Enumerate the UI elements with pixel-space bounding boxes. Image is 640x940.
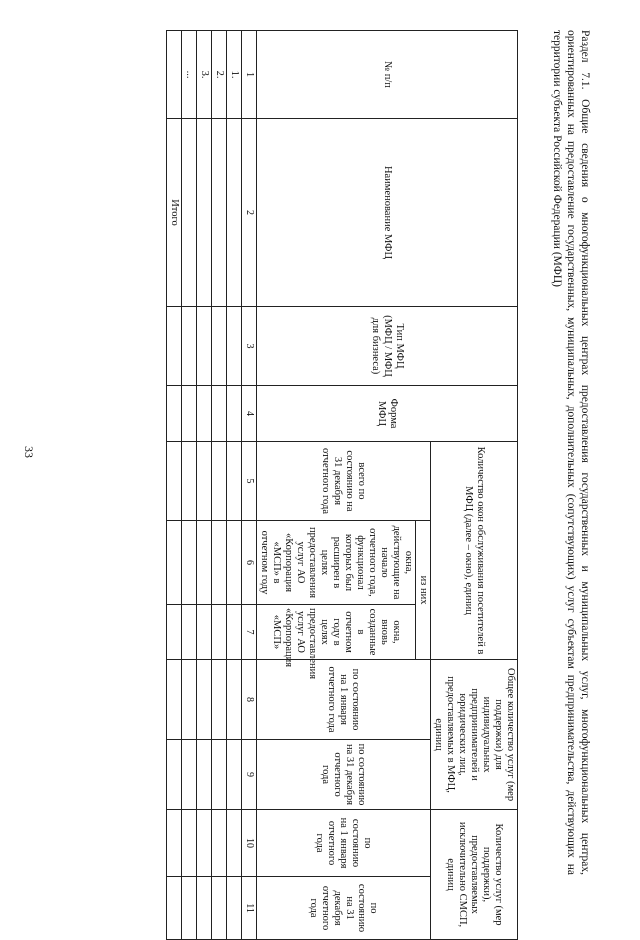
column-number: 5 [242, 442, 257, 521]
header-services-total-group: Общее количество услуг (мер поддержки) для индивидуальных предпринимателей и юридических лиц, предоставляемых в МФЦ, единиц [431, 660, 518, 810]
empty-cell [167, 605, 182, 660]
empty-cell [182, 877, 197, 940]
empty-cell [167, 877, 182, 940]
empty-cell [227, 307, 242, 386]
row-num: 1. [227, 31, 242, 119]
mfc-table [166, 30, 518, 940]
header-num: № п/п [257, 31, 518, 119]
table-row [197, 31, 212, 940]
empty-cell [182, 442, 197, 521]
header-smsp-dec31: по состоянию на 31 декабря отчетного года [257, 877, 431, 940]
empty-cell [212, 740, 227, 810]
row-num [167, 31, 182, 119]
row-name-total: Итого [167, 119, 182, 307]
empty-cell [197, 521, 212, 605]
empty-cell [197, 877, 212, 940]
column-number: 10 [242, 810, 257, 877]
empty-cell [182, 810, 197, 877]
empty-cell [227, 386, 242, 442]
empty-cell [197, 605, 212, 660]
row-name [212, 119, 227, 307]
header-type: Тип МФЦ (МФЦ / МФЦ для бизнеса) [257, 307, 518, 386]
header-total-jan1: по состоянию на 1 января отчетного года [257, 660, 431, 740]
column-number: 4 [242, 386, 257, 442]
empty-cell [197, 660, 212, 740]
table-row [182, 31, 197, 940]
section-title: Раздел 7.1. Общие сведения о многофункциональных центрах предоставления государственных и муниципальных услуг, многофункциональных центрах, ориентированных на предоставление государственных, муниципальных, дополнительных (сопутствующих) услуг субъектам предпринимательства, действующих на территории субъекта Российской Федерации (МФЦ) [551, 30, 591, 875]
empty-cell [212, 810, 227, 877]
empty-cell [212, 442, 227, 521]
page-number: 33 [22, 446, 36, 458]
header-windows-group: Количество окон обслуживания посетителей в МФЦ (далее – окно), единиц [431, 442, 518, 660]
empty-cell [167, 521, 182, 605]
row-num: 2. [212, 31, 227, 119]
header-windows-new: окна, вновь созданные в отчетном году в целях предоставления услуг АО «Корпорация «МСП» [257, 605, 416, 660]
empty-cell [167, 386, 182, 442]
empty-cell [227, 521, 242, 605]
empty-cell [167, 660, 182, 740]
empty-cell [197, 810, 212, 877]
empty-cell [182, 605, 197, 660]
empty-cell [167, 740, 182, 810]
empty-cell [197, 307, 212, 386]
empty-cell [227, 877, 242, 940]
empty-cell [182, 660, 197, 740]
empty-cell [227, 442, 242, 521]
header-total-dec31: по состоянию на 31 декабря отчетного года [257, 740, 431, 810]
column-number: 1 [242, 31, 257, 119]
empty-cell [227, 605, 242, 660]
row-name [197, 119, 212, 307]
column-number: 3 [242, 307, 257, 386]
empty-cell [212, 521, 227, 605]
table-row-total [167, 31, 182, 940]
column-number: 8 [242, 660, 257, 740]
header-windows-expanded: окна, действующие на начало отчетного года, функционал которых был расширен в целях предоставления услуг АО «Корпорация «МСП» в отчетном году [257, 521, 416, 605]
empty-cell [167, 810, 182, 877]
empty-cell [212, 660, 227, 740]
empty-cell [197, 442, 212, 521]
empty-cell [212, 386, 227, 442]
empty-cell [167, 442, 182, 521]
table-row [212, 31, 227, 940]
row-num: ... [182, 31, 197, 119]
column-number: 6 [242, 521, 257, 605]
row-num: 3. [197, 31, 212, 119]
header-name: Наименование МФЦ [257, 119, 518, 307]
empty-cell [227, 660, 242, 740]
table-row [227, 31, 242, 940]
header-row-1 [431, 31, 518, 940]
header-of-them: из них [416, 521, 431, 660]
empty-cell [212, 877, 227, 940]
empty-cell [227, 740, 242, 810]
column-number: 2 [242, 119, 257, 307]
header-smsp-jan1: по состоянию на 1 января отчетного года [257, 810, 431, 877]
empty-cell [197, 386, 212, 442]
header-windows-total: всего по состоянию на 31 декабря отчетного года [257, 442, 431, 521]
column-number-row [242, 31, 257, 940]
empty-cell [212, 307, 227, 386]
column-number: 7 [242, 605, 257, 660]
empty-cell [182, 740, 197, 810]
row-name [227, 119, 242, 307]
empty-cell [182, 521, 197, 605]
empty-cell [197, 740, 212, 810]
empty-cell [212, 605, 227, 660]
empty-cell [182, 307, 197, 386]
column-number: 11 [242, 877, 257, 940]
empty-cell [182, 386, 197, 442]
empty-cell [227, 810, 242, 877]
row-name [182, 119, 197, 307]
empty-cell [167, 307, 182, 386]
header-services-smsp-group: Количество услуг (мер поддержки), предоставляемых исключительно СМСП, единиц [431, 810, 518, 940]
column-number: 9 [242, 740, 257, 810]
header-form: Форма МФЦ [257, 386, 518, 442]
